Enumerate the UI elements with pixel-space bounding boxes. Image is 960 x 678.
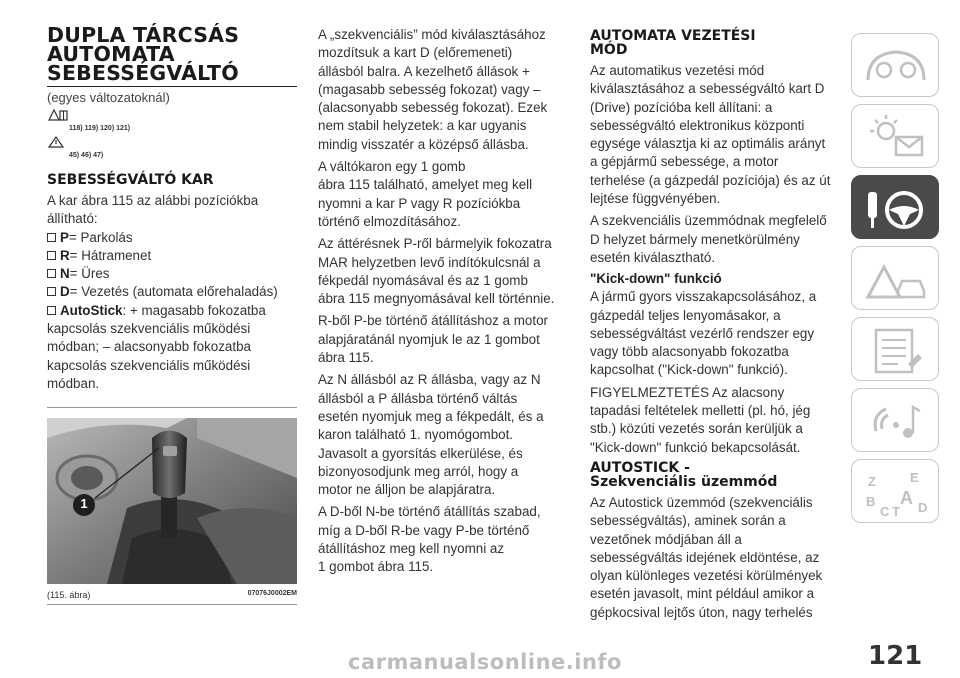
page-number: 121 — [868, 641, 923, 671]
list-item: P= Parkolás — [47, 229, 297, 247]
checkbox-icon — [47, 233, 56, 242]
gear-lever-heading: SEBESSÉGVÁLTÓ KAR — [47, 172, 214, 188]
tab-starting-driving[interactable] — [851, 175, 939, 239]
svg-text:A: A — [900, 488, 913, 508]
multimedia-icon — [862, 395, 930, 447]
paragraph: Az áttérésnek P-ről bármelyik fokozatra MAR helyzetben levő indítókulcsnál a fékpedál nyomásával és az 1 gomb ábra 115 megnyomásával kell történnie. — [318, 236, 555, 307]
callout-label: 1 — [80, 496, 88, 511]
key-steering-wheel-icon — [862, 182, 930, 234]
chapter-sidebar — [851, 33, 939, 530]
tab-maintenance[interactable] — [851, 317, 939, 381]
checkbox-icon — [47, 306, 56, 315]
tab-warning-lights[interactable] — [851, 104, 939, 168]
gear-lever-photo — [47, 418, 297, 584]
warning-paragraph: FIGYELMEZTETÉS Az alacsony tapadási feltételek melletti (pl. hó, jég stb.) közúti vezetés során kerüljük a "Kick-down" funkció bekapcsolását. — [590, 384, 811, 455]
tab-dashboard[interactable] — [851, 33, 939, 97]
paragraph: Az N állásból az R állásba, vagy az N állásból a P állásba történő váltás esetén nyomjuk meg a fékpedált, és a karon található 1. nyomógombot. Javasolt a gyorsítás elkerülése, és bizonyosodjunk meg arról, hogy a motor ne álljon be alapjáratra. — [318, 372, 544, 498]
column-2 — [318, 26, 568, 581]
figure-bottom-rule — [47, 604, 297, 605]
kickdown-title: "Kick-down" funkció — [590, 271, 722, 287]
list-item: D= Vezetés (automata előrehaladás) — [47, 283, 297, 301]
svg-text:Z: Z — [868, 474, 876, 489]
automatic-mode-heading: AUTOMATA VEZETÉSI MÓD — [590, 28, 756, 58]
watermark: carmanualsonline.info — [348, 650, 622, 674]
autostick-heading: AUTOSTICK - Szekvenciális üzemmód — [590, 459, 778, 490]
paragraph: Az Autostick üzemmód (szekvenciális sebességváltás), aminek során a vezetőnek módjában áll a sebességváltás idejének eldöntése, az olyan különleges vezetési körülmények esetén javasolt, mint például amikor a gépkocsival lejtős úton, nagy terhelés — [590, 494, 823, 620]
autostick-continuation: kapcsolás szekvenciális működési módban; – alacsonyabb fokozatba kapcsolás szekvenciális működési módban. — [47, 321, 251, 391]
tab-emergency[interactable] — [851, 246, 939, 310]
checkbox-icon — [47, 269, 56, 278]
paragraph: A „szekvenciális” mód kiválasztásához mozdítsuk a kart D (előremeneti) állásból balra. A kezelhető állások + (magasabb sebesség fokozat) vagy – (alacsonyabb sebesség fokozat). Ezek nem stabil helyzetek: a kar ugyanis mindig visszatér a középső állásba. — [318, 27, 548, 152]
svg-text:D: D — [918, 500, 928, 515]
checkbox-icon — [47, 251, 56, 260]
alphabetical-index-icon — [862, 466, 930, 518]
paragraph: A váltókaron egy 1 gomb ábra 115 található, amelyet meg kell nyomni a kar P vagy R pozíciókba történő elmozdításához. — [318, 159, 533, 229]
warning-refs: 118) 119) 120) 121) — [69, 125, 131, 132]
column-3 — [590, 29, 840, 626]
list-item: R= Hátramenet — [47, 247, 297, 265]
paragraph: A jármű gyors visszakapcsolásához, a gázpedál teljes lenyomásakor, a sebességváltást vezérlő rendszer egy vagy több alacsonyabb fokozatba kapcsolhat ("Kick-down" funkció). — [590, 289, 817, 378]
svg-text:B: B — [866, 494, 876, 509]
paragraph: A D-ből N-be történő átállítás szabad, míg a D-ből R-be vagy P-be történő átállításhoz meg kell nyomni az 1 gombot ábra 115. — [318, 504, 541, 575]
warning-lights-icon — [862, 111, 930, 163]
figure-115 — [47, 407, 297, 609]
paragraph: Az automatikus vezetési mód kiválasztásához a sebességváltó kart D (Drive) pozícióba kell állítani: a sebességváltó elektronikus központi egysége választja ki az optimális arányt a gépjármű sebessége, a motor terhelése (a gázpedál pozíciója) és az út lejtése függvényében. — [590, 63, 831, 207]
svg-text:E: E — [910, 470, 919, 485]
warning-book-icon — [47, 108, 69, 122]
paragraph: A szekvenciális üzemmódnak megfelelő D helyzet bármely menetkörülmény esetén kiválasztható. — [590, 213, 827, 265]
svg-text:C: C — [880, 504, 890, 518]
figure-code: 07076J0002EM — [247, 590, 297, 597]
list-item: AutoStick: + magasabb fokozatba — [47, 302, 297, 320]
tab-index[interactable] — [851, 459, 939, 523]
position-list — [47, 229, 297, 320]
intro-text: A kar ábra 115 az alábbi pozíciókba állítható: — [47, 193, 259, 227]
section-title: DUPLA TÁRCSÁS AUTOMATA SEBESSÉGVÁLTÓ — [47, 26, 297, 87]
availability-note: (egyes változatoknál) — [47, 90, 170, 105]
paragraph: R-ből P-be történő átállításhoz a motor alapjáratánál nyomjuk le az 1 gombot ábra 115. — [318, 313, 548, 366]
checkbox-icon — [47, 287, 56, 296]
caution-icon — [47, 135, 65, 149]
warning-triangle-car-icon — [862, 253, 930, 305]
caution-refs: 45) 46) 47) — [69, 152, 104, 159]
car-dashboard-icon — [862, 40, 930, 92]
tab-multimedia[interactable] — [851, 388, 939, 452]
service-checklist-icon — [862, 324, 930, 376]
column-1 — [47, 23, 297, 397]
figure-caption: (115. ábra) — [47, 590, 91, 600]
list-item: N= Üres — [47, 265, 297, 283]
svg-text:T: T — [892, 504, 900, 518]
